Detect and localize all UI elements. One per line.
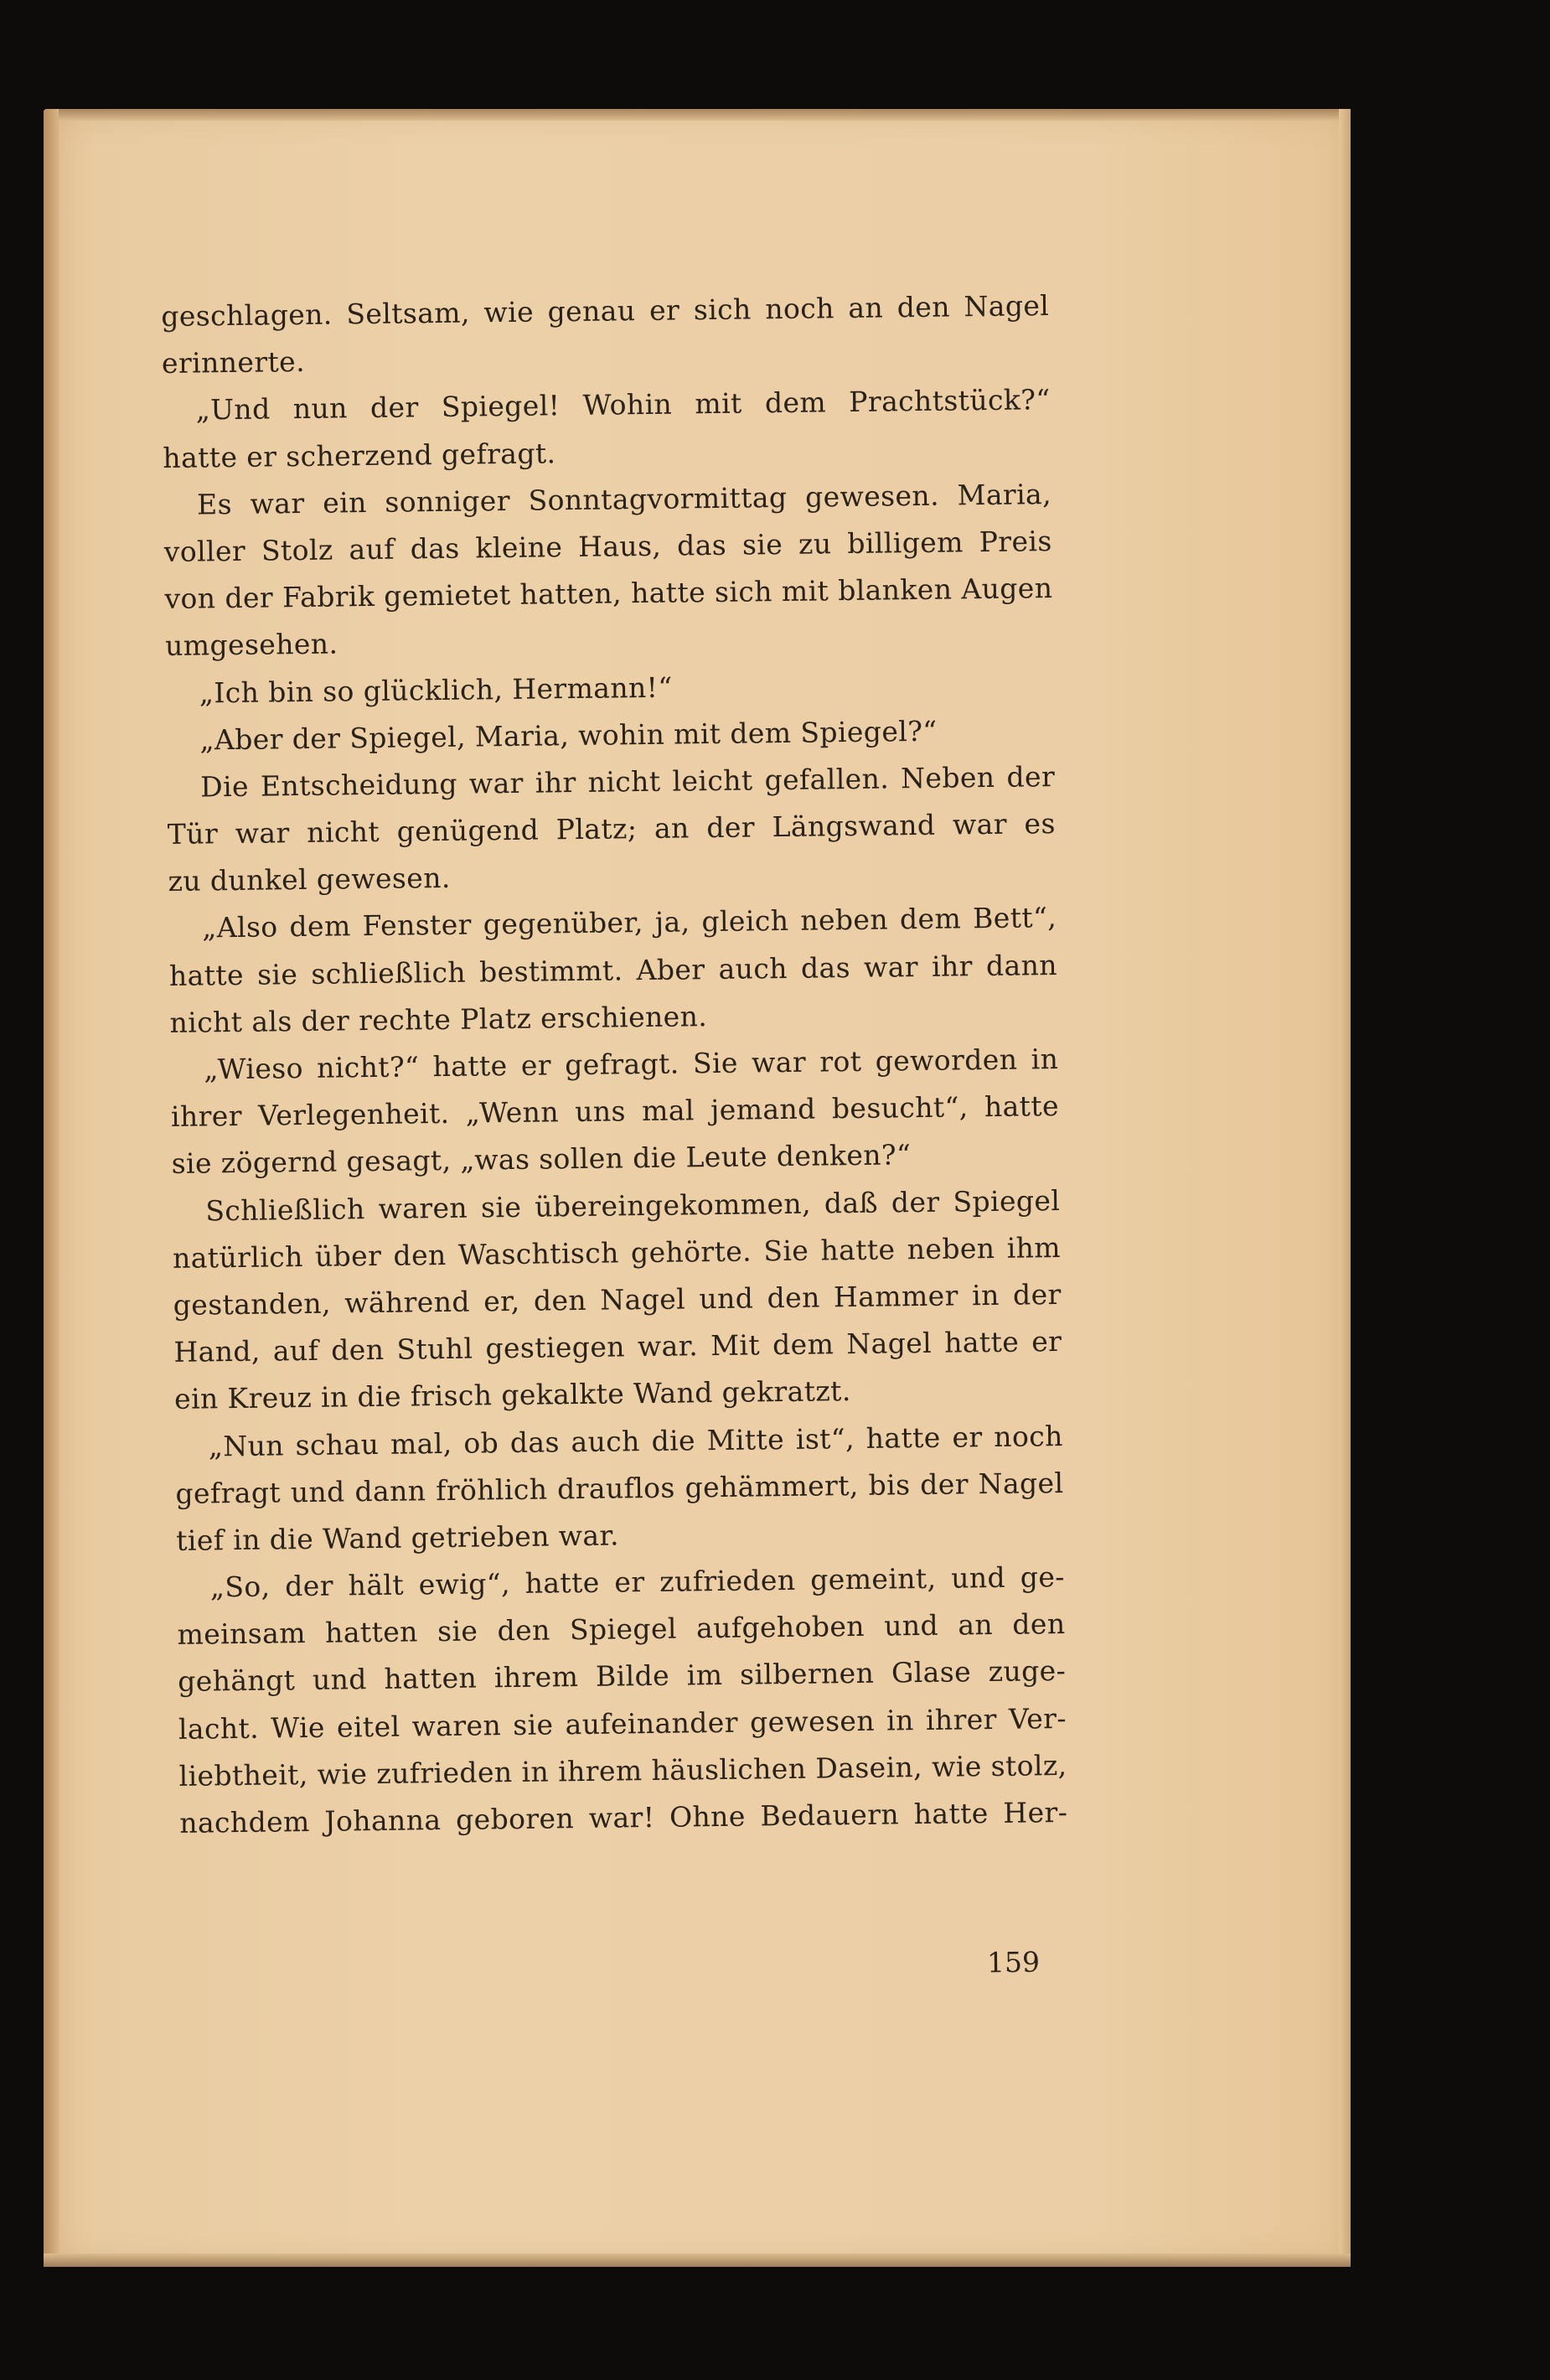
text-line: nicht als der rechte Platz erschienen.: [169, 999, 708, 1039]
text-line: nachdem Johanna geboren war! Ohne Bedauern hatte Her-: [179, 1795, 1068, 1839]
text-line: gefragt und dann fröhlich drauflos gehämmert, bis der Nagel: [175, 1466, 1064, 1510]
text-line: Tür war nicht genügend Platz; an der Längswand war es: [167, 807, 1057, 851]
text-line: voller Stolz auf das kleine Haus, das sie zu billigem Preis: [163, 524, 1052, 568]
text-line: „Und nun der Spiegel! Wohin mit dem Prachtstück?“: [195, 383, 1051, 427]
page-edge-top: [44, 109, 1351, 121]
text-line: „So, der hält ewig“, hatte er zufrieden gemeint, und ge-: [209, 1560, 1066, 1604]
text-line: gestanden, während er, den Nagel und den Hammer in der: [173, 1277, 1062, 1322]
text-line: umgesehen.: [164, 627, 338, 663]
text-line: zu dunkel gewesen.: [168, 861, 451, 898]
text-line: natürlich über den Waschtisch gehörte. Sie hatte neben ihm: [172, 1230, 1062, 1275]
text-line: geschlagen. Seltsam, wie genau er sich noch an den Nagel: [161, 289, 1050, 333]
body-text: [161, 282, 1068, 1847]
text-line: „Ich bin so glücklich, Hermann!“: [199, 670, 673, 709]
text-line: von der Fabrik gemietet hatten, hatte sich mit blanken Augen: [164, 572, 1053, 616]
text-line: Es war ein sonniger Sonntagvormittag gewesen. Maria,: [196, 477, 1052, 521]
text-line: „Nun schau mal, ob das auch die Mitte ist“, hatte er noch: [208, 1419, 1063, 1462]
text-line: hatte sie schließlich bestimmt. Aber auch das war ihr dann: [168, 948, 1058, 992]
text-line: erinnerte.: [161, 345, 306, 380]
text-line: ihrer Verlegenheit. „Wenn uns mal jemand besucht“, hatte: [170, 1089, 1060, 1134]
text-line: lacht. Wie eitel waren sie aufeinander gewesen in ihrer Ver-: [178, 1701, 1067, 1746]
text-line: Schließlich waren sie übereingekommen, daß der Spiegel: [205, 1183, 1061, 1227]
text-line: „Wieso nicht?“ hatte er gefragt. Sie war rot geworden in: [204, 1042, 1059, 1086]
text-line: „Also dem Fenster gegenüber, ja, gleich neben dem Bett“,: [202, 901, 1057, 944]
text-line: „Aber der Spiegel, Maria, wohin mit dem Spiegel?“: [199, 714, 938, 757]
text-line: gehängt und hatten ihrem Bilde im silbernen Glase zuge-: [178, 1654, 1067, 1699]
text-line: hatte er scherzend gefragt.: [163, 436, 556, 474]
book-page: [44, 109, 1351, 2267]
text-line: liebtheit, wie zufrieden in ihrem häuslichen Dasein, wie stolz,: [178, 1748, 1067, 1793]
page-edge-bottom: [44, 2253, 1351, 2267]
page-edge-right: [1339, 109, 1351, 2267]
text-line: meinsam hatten sie den Spiegel aufgehoben und an den: [177, 1607, 1066, 1652]
text-line: Die Entscheidung war ihr nicht leicht gefallen. Neben der: [199, 759, 1056, 804]
text-line: ein Kreuz in die frisch gekalkte Wand gekratzt.: [173, 1374, 851, 1416]
text-line: tief in die Wand getrieben war.: [175, 1519, 620, 1557]
page-edge-left: [44, 109, 59, 2267]
page-number: 159: [986, 1945, 1041, 1979]
text-line: sie zögernd gesagt, „was sollen die Leute denken?“: [171, 1138, 912, 1181]
text-line: Hand, auf den Stuhl gestiegen war. Mit dem Nagel hatte er: [173, 1325, 1062, 1369]
